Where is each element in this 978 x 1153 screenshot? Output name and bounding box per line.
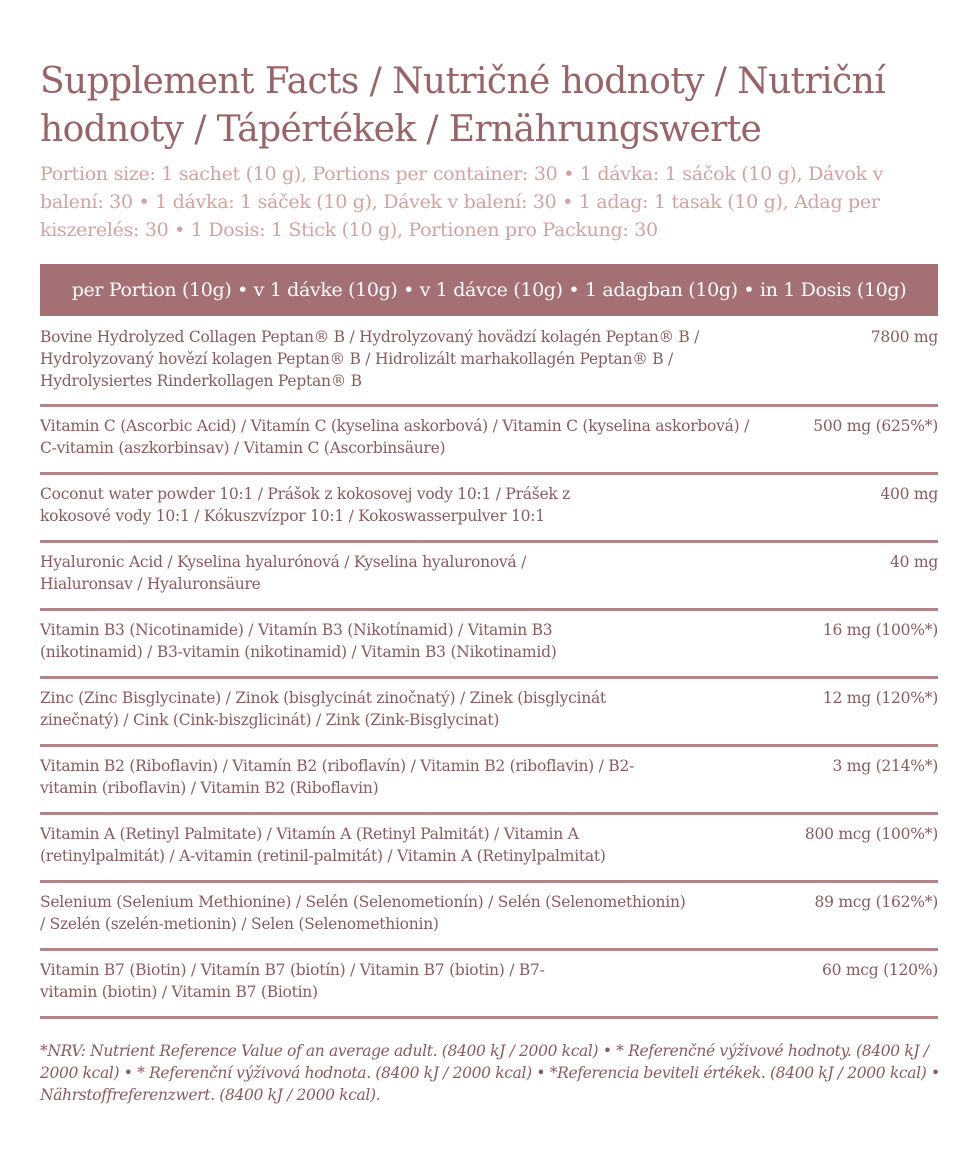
nutrient-name: Hyaluronic Acid / Kyselina hyalurónová / Kyselina hyaluronová / Hialuronsav / Hyaluronsäure [40,553,527,593]
nutrient-name: Bovine Hydrolyzed Collagen Peptan® B / Hydrolyzovaný hovädzí kolagén Peptan® B / Hydrolyzovaný hovězí kolagen Peptan® B / Hidrolizált marhakollagén Peptan® B / Hydrolysiertes Rinderkollagen Peptan® B [40,328,700,390]
table-row [40,883,938,951]
table-row [40,543,938,611]
nutrient-amount: 7800 mg [870,328,938,346]
table-row [40,815,938,883]
nutrient-name: Vitamin C (Ascorbic Acid) / Vitamín C (kyselina askorbová) / Vitamin C (kyselina askorbová) / C-vitamin (aszkorbinsav) / Vitamin C (Ascorbinsäure) [40,417,750,457]
footnote-nrv: *NRV: Nutrient Reference Value of an average adult. (8400 kJ / 2000 kcal) • * Referenčné výživové hodnoty. (8400 kJ / 2000 kcal) • * Referenční výživová hodnota. (8400 kJ / 2000 kcal) • *Referencia beviteli értékek. (8400 kJ / 2000 kcal) • Nährstoffreferenzwert. (8400 kJ / 2000 kcal). [40,1042,940,1104]
nutrient-amount: 60 mcg (120%) [821,961,938,979]
table-row [40,475,938,543]
nutrient-amount: 12 mg (120%*) [822,689,938,707]
nutrient-amount: 500 mg (625%*) [813,417,938,435]
table-row [40,318,938,407]
table-row [40,407,938,475]
nutrient-amount: 16 mg (100%*) [822,621,938,639]
page-title: Supplement Facts / Nutričné hodnoty / Nutriční hodnoty / Tápértékek / Ernährungswerte [40,61,886,150]
nutrient-amount: 3 mg (214%*) [832,757,938,775]
nutrient-amount: 400 mg [880,485,938,503]
table-row [40,747,938,815]
table-row [40,679,938,747]
nutrient-amount: 89 mcg (162%*) [814,893,938,911]
nutrient-name: Selenium (Selenium Methionine) / Selén (Selenometionín) / Selén (Selenomethionin) / Szelén (szelén-metionin) / Selen (Selenomethionin) [40,893,686,933]
nutrient-name: Vitamin B7 (Biotin) / Vitamín B7 (biotín) / Vitamin B7 (biotin) / B7-vitamin (biotin) / Vitamin B7 (Biotin) [40,961,545,1001]
table-row [40,611,938,679]
nutrient-name: Coconut water powder 10:1 / Prášok z kokosovej vody 10:1 / Prášek z kokosové vody 10:1 / Kókuszvízpor 10:1 / Kokoswasserpulver 10:1 [40,485,571,525]
per-portion-header-bar: per Portion (10g) • v 1 dávke (10g) • v 1 dávce (10g) • 1 adagban (10g) • in 1 Dosis (10g) [40,264,938,316]
table-row [40,951,938,1019]
nutrient-amount: 800 mcg (100%*) [804,825,938,843]
nutrient-name: Zinc (Zinc Bisglycinate) / Zinok (bisglycinát zinočnatý) / Zinek (bisglycinát zinečnatý) / Cink (Cink-biszglicinát) / Zink (Zink-Bisglycinat) [40,689,606,729]
nutrient-name: Vitamin B2 (Riboflavin) / Vitamín B2 (riboflavín) / Vitamin B2 (riboflavin) / B2-vitamin (riboflavin) / Vitamin B2 (Riboflavin) [40,757,635,797]
serving-info: Portion size: 1 sachet (10 g), Portions per container: 30 • 1 dávka: 1 sáčok (10 g), Dávok v balení: 30 • 1 dávka: 1 sáček (10 g), Dávek v balení: 30 • 1 adag: 1 tasak (10 g), Adag per kiszerelés: 30 • 1 Dosis: 1 Stick (10 g), Portionen pro Packung: 30 [40,163,884,241]
nutrient-amount: 40 mg [889,553,938,571]
nutrient-name: Vitamin A (Retinyl Palmitate) / Vitamín A (Retinyl Palmitát) / Vitamin A (retinylpalmitát) / A-vitamin (retinil-palmitát) / Vitamin A (Retinylpalmitat) [40,825,606,865]
nutrient-name: Vitamin B3 (Nicotinamide) / Vitamín B3 (Nikotínamid) / Vitamin B3 (nikotinamid) / B3-vitamin (nikotinamid) / Vitamin B3 (Nikotinamid) [40,621,557,661]
